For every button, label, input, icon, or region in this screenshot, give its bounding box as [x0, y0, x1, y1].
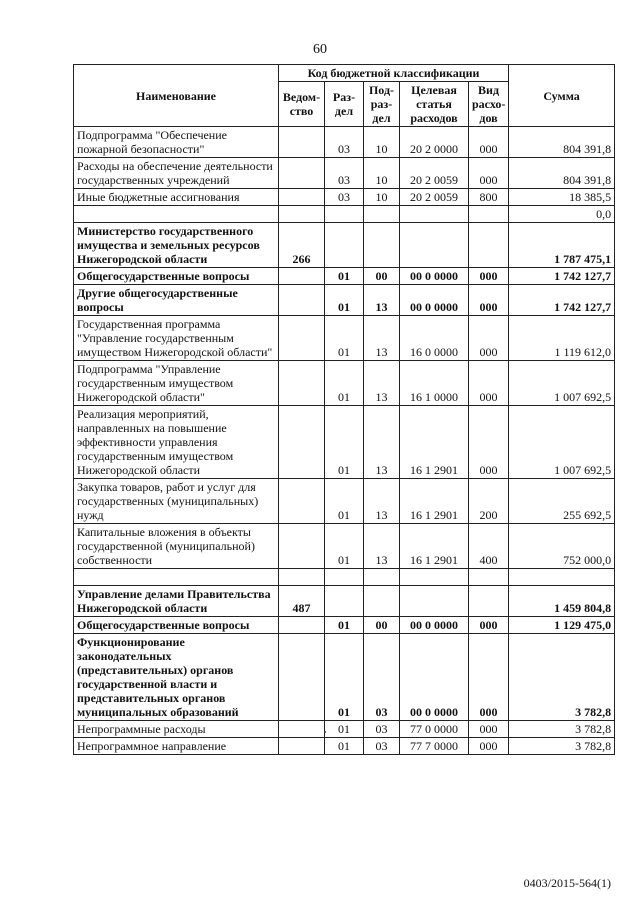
row-razdel-cell: 01: [325, 316, 364, 361]
row-vid-cell: 000: [469, 361, 509, 406]
row-tselevaya-cell: 16 1 0000: [400, 361, 469, 406]
row-podrazdel-cell: [364, 223, 400, 268]
row-name-cell: Закупка товаров, работ и услуг для государственных (муниципальных) нужд: [74, 479, 279, 524]
row-tselevaya-cell: [400, 586, 469, 617]
row-sum-cell: 804 391,8: [509, 127, 615, 158]
table-row: [74, 586, 615, 617]
row-podrazdel-cell: 13: [364, 524, 400, 569]
table-row: [74, 479, 615, 524]
row-podrazdel-cell: [364, 586, 400, 617]
row-name-cell: Государственная программа "Управление государственным имуществом Нижегородской области": [74, 316, 279, 361]
table-row: [74, 268, 615, 285]
row-tselevaya-cell: 00 0 0000: [400, 634, 469, 721]
row-razdel-cell: 01: [325, 285, 364, 316]
row-name-cell: Подпрограмма "Управление государственным имуществом Нижегородской области": [74, 361, 279, 406]
row-podrazdel-cell: 13: [364, 285, 400, 316]
header-name: Наименование: [74, 65, 279, 127]
row-sum-cell: 1 742 127,7: [509, 285, 615, 316]
row-sum-cell: 1 129 475,0: [509, 617, 615, 634]
row-razdel-cell: 01: [325, 721, 364, 738]
row-vedomstvo-cell: [279, 406, 325, 479]
row-tselevaya-cell: 16 1 2901: [400, 479, 469, 524]
row-podrazdel-cell: 00: [364, 268, 400, 285]
row-vid-cell: [469, 586, 509, 617]
row-razdel-cell: 01: [325, 634, 364, 721]
table-row: [74, 206, 615, 223]
row-razdel-cell: 01: [325, 361, 364, 406]
row-sum-cell: [509, 569, 615, 586]
row-name-cell: [74, 206, 279, 223]
row-vedomstvo-cell: [279, 617, 325, 634]
row-tselevaya-cell: 77 7 0000: [400, 738, 469, 755]
row-sum-cell: 1 787 475,1: [509, 223, 615, 268]
row-sum-cell: 1 742 127,7: [509, 268, 615, 285]
row-vedomstvo-cell: 487: [279, 586, 325, 617]
row-razdel-cell: 01: [325, 524, 364, 569]
row-tselevaya-cell: [400, 206, 469, 223]
row-vid-cell: [469, 569, 509, 586]
row-podrazdel-cell: 13: [364, 316, 400, 361]
row-sum-cell: 752 000,0: [509, 524, 615, 569]
table-row: [74, 127, 615, 158]
row-podrazdel-cell: 10: [364, 127, 400, 158]
table-row: [74, 285, 615, 316]
row-vedomstvo-cell: [279, 158, 325, 189]
row-sum-cell: 3 782,8: [509, 721, 615, 738]
row-sum-cell: 1 007 692,5: [509, 361, 615, 406]
row-vid-cell: 000: [469, 406, 509, 479]
header-tselevaya-statya: Целевая статья расходов: [400, 82, 469, 127]
row-sum-cell: 18 385,5: [509, 189, 615, 206]
budget-table: [73, 64, 615, 755]
row-vedomstvo-cell: [279, 268, 325, 285]
row-sum-cell: 1 459 804,8: [509, 586, 615, 617]
row-vid-cell: 000: [469, 268, 509, 285]
row-vedomstvo-cell: [279, 316, 325, 361]
row-name-cell: Общегосударственные вопросы: [74, 617, 279, 634]
row-tselevaya-cell: 16 1 2901: [400, 524, 469, 569]
row-vid-cell: 800: [469, 189, 509, 206]
row-razdel-cell: 01: [325, 479, 364, 524]
document-code: 0403/2015-564(1): [523, 876, 611, 890]
table-row: [74, 316, 615, 361]
header-razdel: Раз-дел: [325, 82, 364, 127]
header-podrazdel: Под-раз-дел: [364, 82, 400, 127]
row-name-cell: Министерство государственного имущества и земельных ресурсов Нижегородской области: [74, 223, 279, 268]
row-sum-cell: 255 692,5: [509, 479, 615, 524]
row-razdel-cell: 03: [325, 158, 364, 189]
row-vedomstvo-cell: [279, 206, 325, 223]
table-row: [74, 406, 615, 479]
row-vedomstvo-cell: [279, 479, 325, 524]
row-name-cell: Иные бюджетные ассигнования: [74, 189, 279, 206]
row-vedomstvo-cell: [279, 361, 325, 406]
row-vid-cell: 000: [469, 721, 509, 738]
header-classification-group: Код бюджетной классификации: [279, 65, 509, 82]
row-vid-cell: [469, 206, 509, 223]
row-sum-cell: 804 391,8: [509, 158, 615, 189]
row-vid-cell: 000: [469, 617, 509, 634]
table-row: [74, 361, 615, 406]
row-podrazdel-cell: 10: [364, 158, 400, 189]
table-row: [74, 721, 615, 738]
row-vedomstvo-cell: [279, 738, 325, 755]
row-tselevaya-cell: 16 0 0000: [400, 316, 469, 361]
row-sum-cell: 1 007 692,5: [509, 406, 615, 479]
stray-dot: [324, 731, 326, 733]
row-sum-cell: 3 782,8: [509, 634, 615, 721]
row-tselevaya-cell: 20 2 0000: [400, 127, 469, 158]
row-name-cell: Другие общегосударственные вопросы: [74, 285, 279, 316]
row-tselevaya-cell: 20 2 0059: [400, 158, 469, 189]
row-tselevaya-cell: 16 1 2901: [400, 406, 469, 479]
row-sum-cell: 3 782,8: [509, 738, 615, 755]
row-name-cell: Общегосударственные вопросы: [74, 268, 279, 285]
row-podrazdel-cell: 10: [364, 189, 400, 206]
row-vid-cell: 000: [469, 316, 509, 361]
row-vedomstvo-cell: [279, 189, 325, 206]
row-podrazdel-cell: 00: [364, 617, 400, 634]
table-row: [74, 158, 615, 189]
row-podrazdel-cell: 13: [364, 406, 400, 479]
header-sum: Сумма: [509, 65, 615, 127]
row-vedomstvo-cell: [279, 634, 325, 721]
row-vedomstvo-cell: [279, 127, 325, 158]
row-razdel-cell: [325, 206, 364, 223]
row-tselevaya-cell: 20 2 0059: [400, 189, 469, 206]
row-tselevaya-cell: 00 0 0000: [400, 617, 469, 634]
row-vid-cell: 000: [469, 158, 509, 189]
row-vid-cell: 000: [469, 127, 509, 158]
row-vedomstvo-cell: [279, 524, 325, 569]
page-number: 60: [313, 42, 327, 57]
row-name-cell: [74, 569, 279, 586]
row-sum-cell: 1 119 612,0: [509, 316, 615, 361]
row-podrazdel-cell: 03: [364, 634, 400, 721]
table-row: [74, 189, 615, 206]
row-name-cell: Подпрограмма "Обеспечение пожарной безопасности": [74, 127, 279, 158]
table-row: [74, 524, 615, 569]
row-sum-cell: 0,0: [509, 206, 615, 223]
row-razdel-cell: 03: [325, 127, 364, 158]
table-row: [74, 634, 615, 721]
row-name-cell: Непрограммное направление: [74, 738, 279, 755]
row-vid-cell: 000: [469, 738, 509, 755]
row-vedomstvo-cell: [279, 721, 325, 738]
row-vid-cell: 400: [469, 524, 509, 569]
row-vid-cell: 200: [469, 479, 509, 524]
row-vid-cell: 000: [469, 634, 509, 721]
row-podrazdel-cell: [364, 206, 400, 223]
row-razdel-cell: [325, 586, 364, 617]
row-name-cell: Управление делами Правительства Нижегородской области: [74, 586, 279, 617]
row-razdel-cell: 01: [325, 738, 364, 755]
row-razdel-cell: [325, 223, 364, 268]
row-vedomstvo-cell: [279, 285, 325, 316]
row-tselevaya-cell: 00 0 0000: [400, 285, 469, 316]
row-podrazdel-cell: 13: [364, 361, 400, 406]
row-podrazdel-cell: 03: [364, 721, 400, 738]
header-vid-raskhodov: Вид расхо-дов: [469, 82, 509, 127]
row-vid-cell: 000: [469, 285, 509, 316]
table-row: [74, 617, 615, 634]
row-podrazdel-cell: 03: [364, 738, 400, 755]
row-podrazdel-cell: [364, 569, 400, 586]
row-name-cell: Капитальные вложения в объекты государственной (муниципальной) собственности: [74, 524, 279, 569]
row-vedomstvo-cell: 266: [279, 223, 325, 268]
row-razdel-cell: 03: [325, 189, 364, 206]
row-razdel-cell: 01: [325, 268, 364, 285]
row-razdel-cell: 01: [325, 617, 364, 634]
row-name-cell: Непрограммные расходы: [74, 721, 279, 738]
row-name-cell: Расходы на обеспечение деятельности государственных учреждений: [74, 158, 279, 189]
row-tselevaya-cell: 00 0 0000: [400, 268, 469, 285]
row-name-cell: Функционирование законодательных (представительных) органов государственной власти и представительных органов муниципальных образований: [74, 634, 279, 721]
row-vedomstvo-cell: [279, 569, 325, 586]
row-razdel-cell: 01: [325, 406, 364, 479]
table-row: [74, 569, 615, 586]
table-row: [74, 223, 615, 268]
row-tselevaya-cell: [400, 223, 469, 268]
table-row: [74, 738, 615, 755]
row-podrazdel-cell: 13: [364, 479, 400, 524]
row-tselevaya-cell: 77 0 0000: [400, 721, 469, 738]
row-razdel-cell: [325, 569, 364, 586]
row-tselevaya-cell: [400, 569, 469, 586]
row-vid-cell: [469, 223, 509, 268]
header-vedomstvo: Ведом-ство: [279, 82, 325, 127]
row-name-cell: Реализация мероприятий, направленных на повышение эффективности управления государственным имуществом Нижегородской области: [74, 406, 279, 479]
